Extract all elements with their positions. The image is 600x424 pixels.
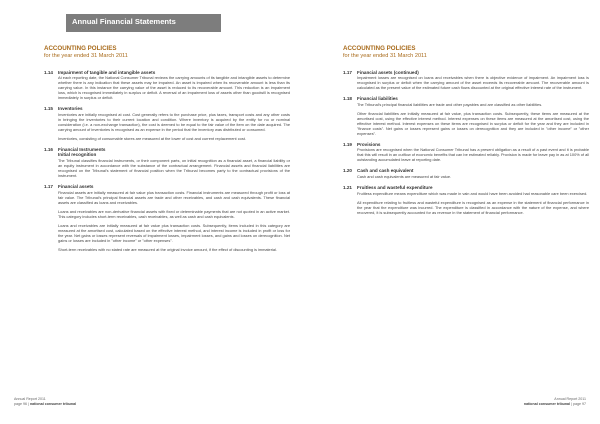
policy-paragraph: The Tribunal classifies financial instruments, or their component parts, on initial recognition as a financial asset, a financial liability or an equity instrument in accordance with the substance of the contractual arrangement. Financial assets and financial liabilities are recognised on the Tribunal's statement of financial position when the Tribunal becomes party to the contractual provisions of the instrument. [58, 157, 290, 178]
footer-left [14, 397, 76, 406]
policy-1-19 [343, 142, 589, 163]
footer-report-label: Annual Report 2011 [554, 397, 586, 401]
policy-title: Inventories [58, 106, 83, 112]
policy-1-18 [343, 96, 589, 136]
policy-title: Fruitless and wasteful expenditure [357, 184, 433, 190]
policy-title: Provisions [357, 141, 381, 147]
policy-number: 1.18 [343, 96, 352, 102]
policy-paragraph: Short-term receivables with no stated rate are measured at the original invoice amount, if the effect of discounting is immaterial. [58, 246, 277, 252]
policy-paragraph: The Tribunal's principal financial liabilities are trade and other payables and are classified as other liabilities. [357, 101, 543, 107]
footer-report-label: Annual Report 2011 [14, 397, 46, 401]
policy-number: 1.16 [44, 146, 53, 152]
page-number: page 96 [14, 401, 27, 406]
footer-brand: national consumer tribunal [29, 401, 77, 406]
policy-paragraph: All expenditure relating to fruitless and wasteful expenditure is recognised as an expense in the statement of financial performance in the year that the expenditure was incurred. The expenditure is classified in accordance with the nature of the expense, and where recovered, it is subsequently accounted for as revenue in the statement of financial performance. [357, 199, 589, 215]
policy-paragraph: Other financial liabilities are initially measured at fair value, plus transaction costs. Subsequently, these items are measured at the amortised cost, using the effective interest method. Interest expenses on these items are measured at the amortised cost, using the effective interest method. Interest expenses on these items are recognised in surplus or deficit for the year and they are included in "finance costs". Net gains or losses represent gains or losses on derecognition and they are included in "other income" or "other expenses". [357, 110, 589, 136]
policy-number: 1.21 [343, 184, 352, 190]
policy-paragraph: Inventories, consisting of consumable stores are measured at the lower of cost and current replacement cost. [58, 135, 246, 141]
policy-paragraph: Financial assets are initially measured at fair value plus transaction costs. Financial instruments are measured through profit or loss at fair value. The Tribunal's principal financial assets are trade and other receivables, and cash and cash equivalents. These financial assets are classified as loans and receivables. [58, 189, 290, 205]
policy-paragraph: Provisions are recognised when the National Consumer Tribunal has a present obligation as a result of a past event and it is probable that this will result in an outflow of economic benefits that can be estimated reliably. Provision is made for leave pay in as at 100% of all outstanding accumulated leave at reporting date. [357, 147, 589, 163]
policy-paragraph: Impairment losses are recognised on loans and receivables when there is objective evidence of impairment. An impairment loss is recognised in surplus or deficit when the carrying amount of the asset exceeds its recoverable amount. The recoverable amount is calculated as the present value of the estimated future cash flows discounted at the original effective interest rate of the instrument. [357, 75, 589, 91]
policy-title: Impairment of tangible and intangible assets [58, 69, 156, 75]
policy-paragraph: Loans and receivables are non-derivative financial assets with fixed or determinable payments that are not quoted in an active market. This category includes short-term receivables, cash receivables, as well as cash and cash equivalents. [58, 208, 290, 219]
left-column [44, 45, 290, 258]
policy-title: Financial liabilities [357, 96, 398, 102]
section-subheading: for the year ended 31 March 2011 [44, 52, 128, 59]
policy-title: Cash and cash equivalent [357, 168, 414, 174]
policy-title: Financial assets [58, 183, 94, 189]
policy-paragraph: At each reporting date, the National Consumer Tribunal reviews the carrying amounts of its tangible and intangible assets to determine whether there is any indication that these assets may be impaired. An asset is impaired when its recoverable amount is less than its carrying value. In this instance the carrying value of the asset is reduced to its recoverable amount. This reduction is an impairment loss, which is recognised immediately in surplus or deficit. A reversal of an impairment loss of assets other than goodwill is recognised immediately in surplus or deficit. [58, 75, 290, 101]
section-heading: ACCOUNTING POLICIES [343, 45, 416, 52]
policy-paragraph: Loans and receivables are initially measured at fair value plus transaction costs. Subsequently, items included in this category are measured at the amortised cost, calculated based on the effective interest method, and interest income is included in profit or loss for the year. Net gains or losses represent reversals of impairment losses, impairment losses, and gains and losses on derecognition. Net gains or losses are included in "other income" or "other expenses". [58, 222, 290, 243]
policy-number: 1.20 [343, 168, 352, 174]
policy-title: Financial Instruments [58, 146, 106, 152]
footer-brand: national consumer tribunal [523, 401, 571, 406]
policy-1-14 [44, 70, 290, 101]
policy-1-15 [44, 106, 290, 141]
footer-right [524, 397, 586, 406]
policy-number: 1.17 [343, 69, 352, 75]
policy-number: 1.17 [44, 183, 53, 189]
policy-subtitle: Initial recognition [58, 152, 97, 158]
section-subheading: for the year ended 31 March 2011 [343, 52, 427, 59]
policy-1-17-continued [343, 70, 589, 91]
policy-1-17 [44, 184, 290, 252]
policy-paragraph: Fruitless expenditure means expenditure which was made in vain and would have been avoided had reasonable care been exercised. [357, 190, 588, 196]
right-column [343, 45, 589, 221]
footer-page-line: page 96 | national consumer tribunal [14, 401, 77, 406]
section-heading: ACCOUNTING POLICIES [44, 45, 117, 52]
policy-number: 1.15 [44, 106, 53, 112]
policy-paragraph: Cash and cash equivalents are measured at fair value. [357, 173, 452, 179]
policy-paragraph: Inventories are initially recognised at cost. Cost generally refers to the purchase price, plus taxes, transport costs and any other costs in bringing the inventories to their current location and condition. Where inventory is acquired by the entity for no or nominal consideration (i.e. a non-exchange transaction), the cost is deemed to be equal to the fair value of the item on the date acquired. The carrying amount of inventories is recognised as an expense in the period that the inventory was distributed or consumed. [58, 111, 290, 132]
policy-number: 1.14 [44, 69, 53, 75]
policy-number: 1.19 [343, 141, 352, 147]
page-title: Annual Financial Statements [72, 17, 176, 26]
page-number: page 97 [573, 401, 586, 406]
policy-title: Financial assets (continued) [357, 69, 419, 75]
footer-page-line: national consumer tribunal | page 97 [523, 401, 586, 406]
policy-1-21 [343, 185, 589, 215]
policy-1-16 [44, 147, 290, 178]
policy-1-20 [343, 168, 589, 179]
